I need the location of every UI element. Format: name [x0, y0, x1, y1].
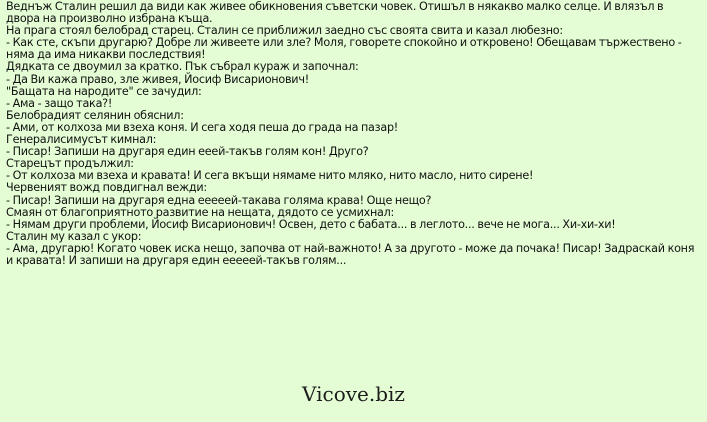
joke-line: - Нямам други проблеми, Йосиф Висарионович! Освен, дето с бабата... в леглото... вече не мога... Хи-хи-хи! [6, 217, 616, 231]
joke-line: - Как сте, скъпи другарю? Добре ли живеете или зле? Моля, говорете спокойно и откровено! Обещавам тържествено - няма да има никакви последствия! [6, 36, 682, 62]
joke-line: Дядката се двоумил за кратко. Пък събрал кураж и започнал: [6, 60, 359, 74]
joke-line: Старецът продължил: [6, 157, 134, 171]
joke-text [6, 1, 696, 267]
joke-line: - Писар! Запиши на другаря един ееей-такъв голям кон! Друго? [6, 145, 369, 159]
joke-line: - Ама - защо така?! [6, 96, 113, 110]
joke-line: - Писар! Запиши на другаря една ееееей-такава голяма крава! Още нещо? [6, 193, 432, 207]
site-watermark: Vicove.biz [302, 382, 405, 406]
joke-line: - Ама, другарю! Когато човек иска нещо, започва от най-важното! А за другото - може да почака! Писар! Задраскай коня и кравата! И запиши на другаря един ееееей-такъв голям... [6, 241, 695, 267]
joke-line: - Да Ви кажа право, зле живея, Йосиф Висарионович! [6, 72, 309, 86]
joke-line: Веднъж Сталин решил да види как живее обикновения съветски човек. Отишъл в някакво малко селце. И влязъл в двора на произволно избрана къща. [6, 0, 664, 26]
joke-line: Червеният вожд повдигнал вежди: [6, 181, 207, 195]
joke-line: Сталин му казал с укор: [6, 229, 142, 243]
joke-line: На прага стоял белобрад старец. Сталин се приближил заедно със своята свита и казал любезно: [6, 24, 563, 38]
joke-line: Белобрадият селянин обяснил: [6, 108, 184, 122]
joke-line: - Ами, от колхоза ми взеха коня. И сега ходя пеша до града на пазар! [6, 120, 399, 134]
joke-line: "Бащата на народите" се зачудил: [6, 84, 202, 98]
joke-line: Генералисимусът кимнал: [6, 133, 157, 147]
joke-line: Смаян от благоприятното развитие на нещата, дядото се усмихнал: [6, 205, 395, 219]
joke-line: - От колхоза ми взеха и кравата! И сега вкъщи нямаме нито мляко, нито масло, нито сирене! [6, 169, 534, 183]
